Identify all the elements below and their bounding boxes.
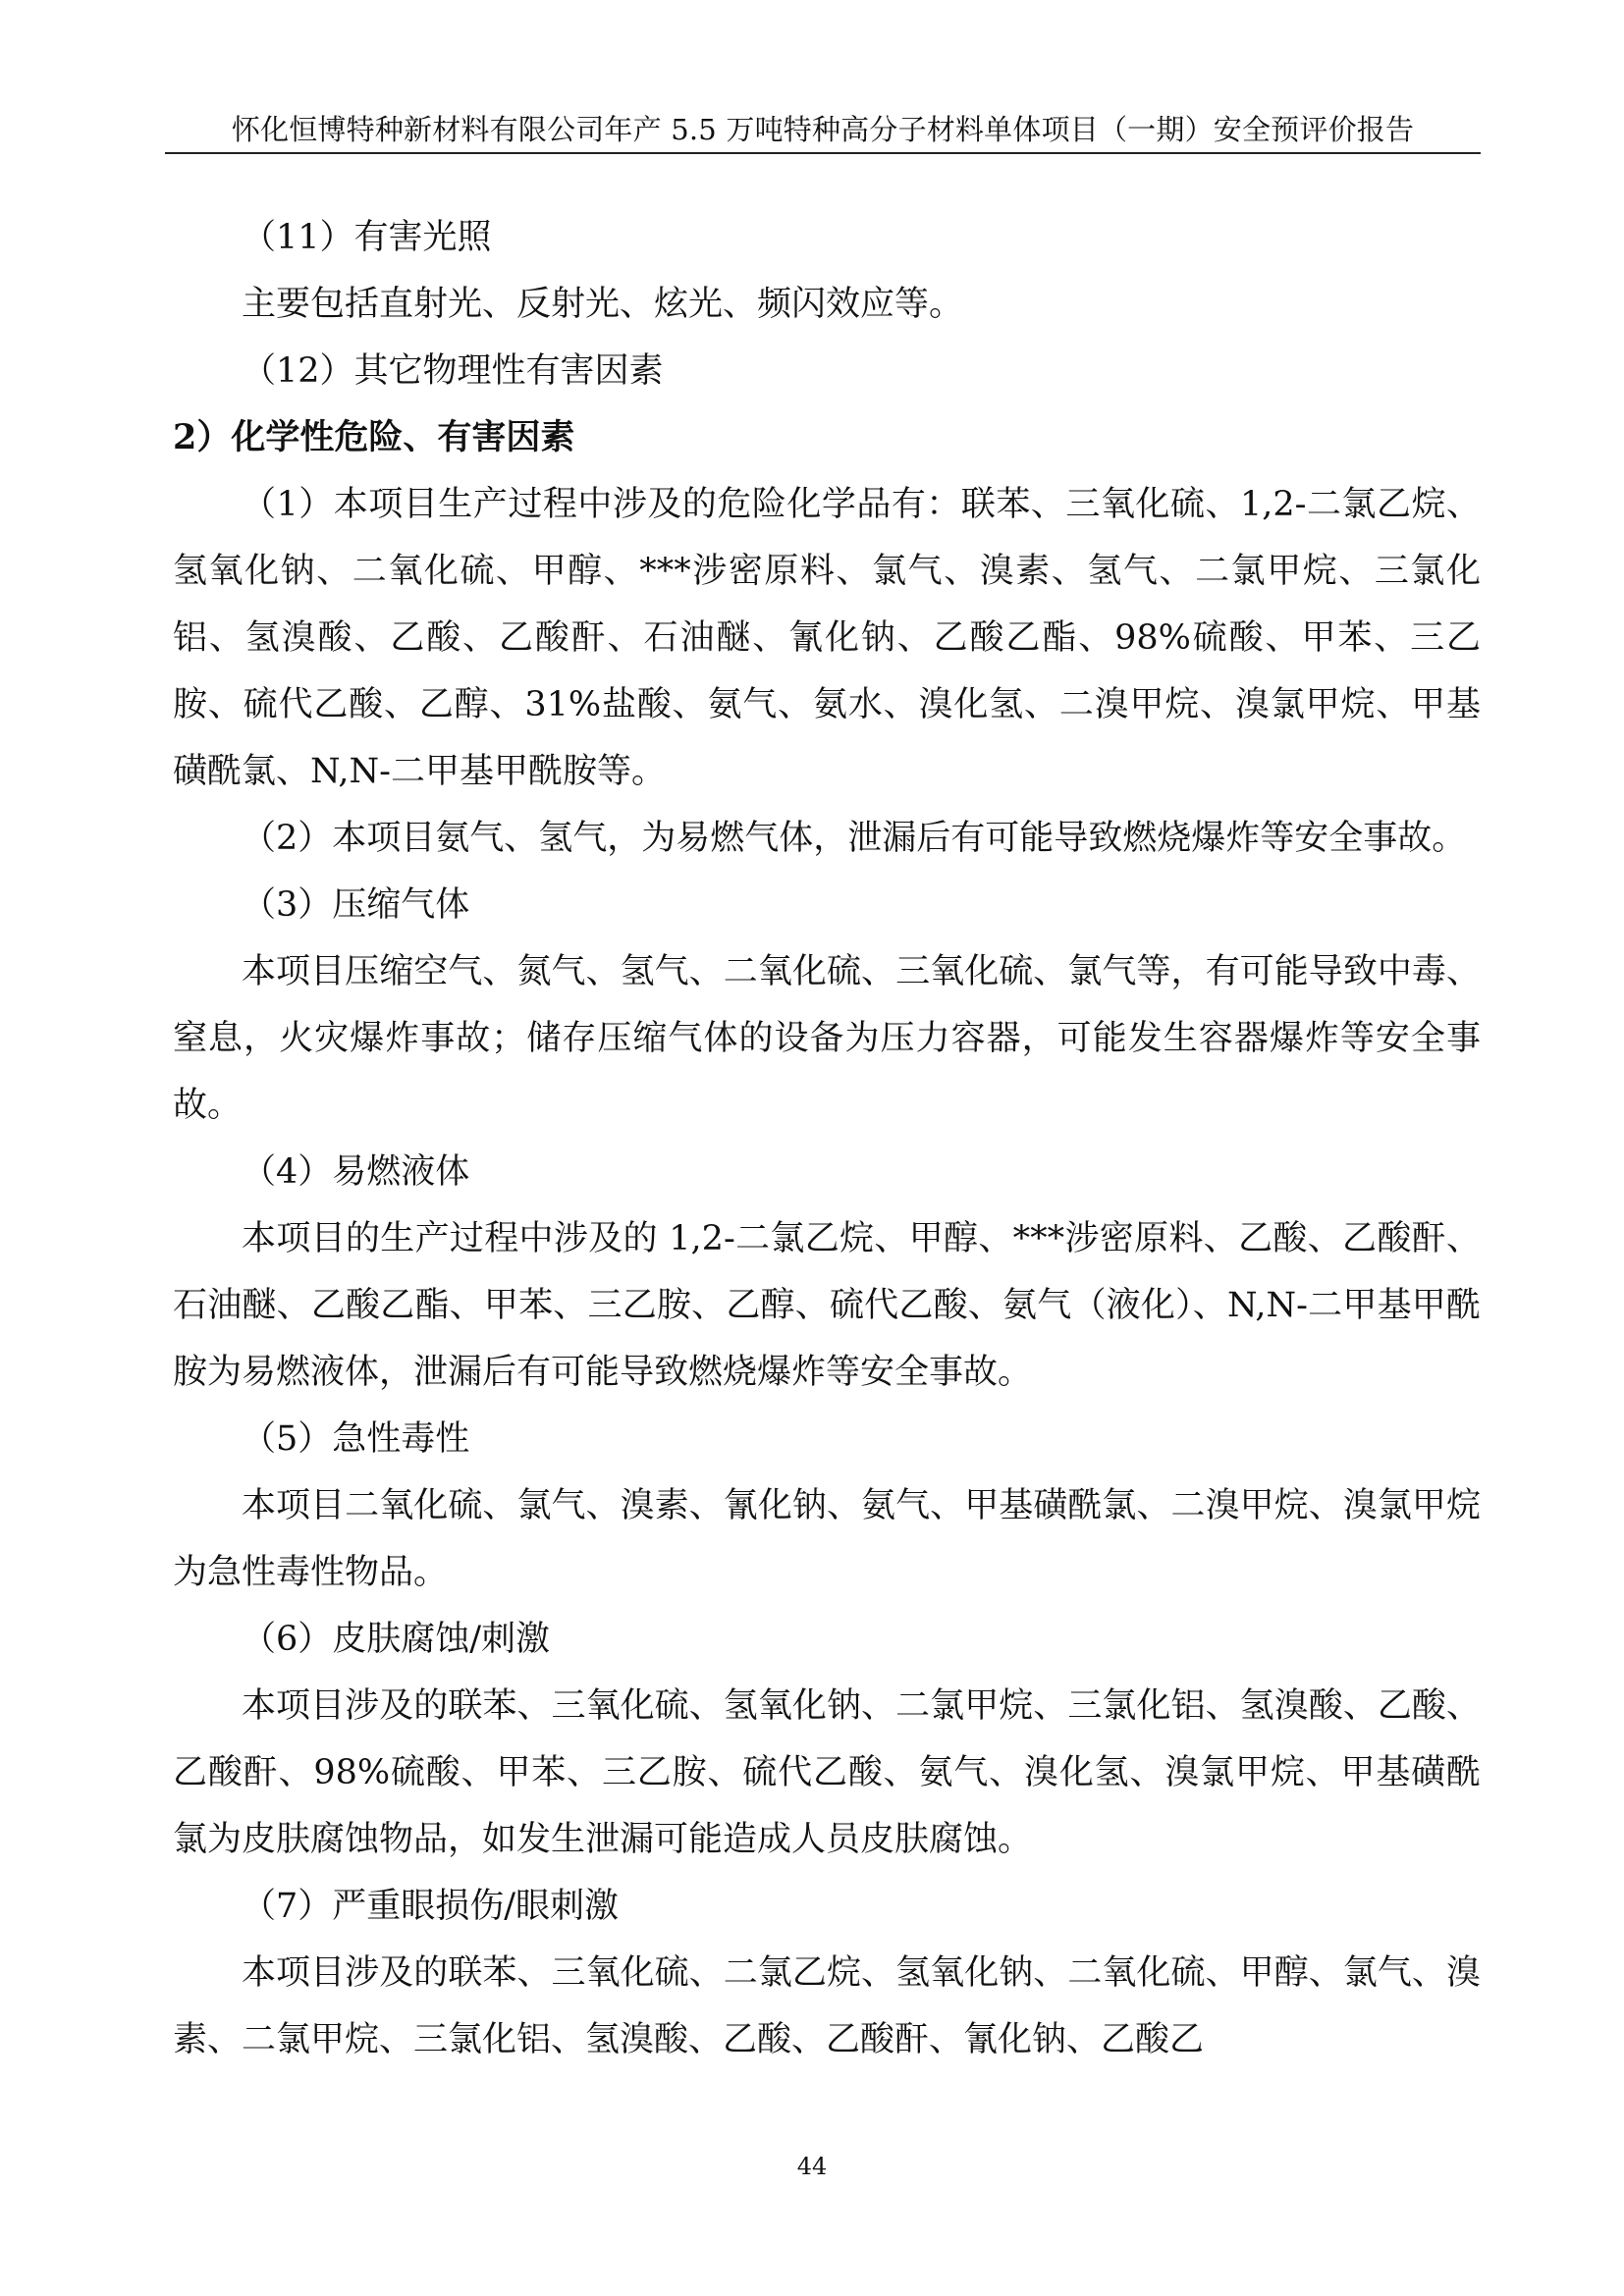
subheading-eye-damage: （7）严重眼损伤/眼刺激 xyxy=(242,1887,620,1926)
paragraph-compressed-gas: 本项目压缩空气、氮气、氢气、二氧化硫、三氧化硫、氯气等，有可能导致中毒、窒息，火灾爆炸事故；储存压缩气体的设备为压力容器，可能发生容器爆炸等安全事故。 xyxy=(173,952,1481,1125)
document-body xyxy=(173,204,1481,2073)
paragraph-harmful-lighting: 主要包括直射光、反射光、炫光、频闪效应等。 xyxy=(242,285,964,324)
subheading-compressed-gas: （3）压缩气体 xyxy=(242,885,470,925)
paragraph-skin-corrosion: 本项目涉及的联苯、三氧化硫、氢氧化钠、二氯甲烷、三氯化铝、氢溴酸、乙酸、乙酸酐、98%硫酸、甲苯、三乙胺、硫代乙酸、氨气、溴化氢、溴氯甲烷、甲基磺酰氯为皮肤腐蚀物品，如发生泄漏可能造成人员皮肤腐蚀。 xyxy=(173,1686,1481,1859)
paragraph-acute-toxicity: 本项目二氧化硫、氯气、溴素、氰化钠、氨气、甲基磺酰氯、二溴甲烷、溴氯甲烷为急性毒性物品。 xyxy=(173,1486,1481,1592)
paragraph-flammable-liquids: 本项目的生产过程中涉及的 1,2-二氯乙烷、甲醇、***涉密原料、乙酸、乙酸酐、石油醚、乙酸乙酯、甲苯、三乙胺、乙醇、硫代乙酸、氨气（液化）、N,N-二甲基甲酰胺为易燃液体，泄漏后有可能导致燃烧爆炸等安全事故。 xyxy=(173,1219,1481,1392)
header-divider xyxy=(165,152,1481,154)
subheading-flammable-liquids: （4）易燃液体 xyxy=(242,1152,470,1192)
running-header: 怀化恒博特种新材料有限公司年产 5.5 万吨特种高分子材料单体项目（一期）安全预评价报告 xyxy=(231,113,1415,146)
paragraph-hazardous-chemicals-list: （1）本项目生产过程中涉及的危险化学品有：联苯、三氧化硫、1,2-二氯乙烷、氢氧化钠、二氧化硫、甲醇、***涉密原料、氯气、溴素、氢气、二氯甲烷、三氯化铝、氢溴酸、乙酸、乙酸酐、石油醚、氰化钠、乙酸乙酯、98%硫酸、甲苯、三乙胺、硫代乙酸、乙醇、31%盐酸、氨气、氨水、溴化氢、二溴甲烷、溴氯甲烷、甲基磺酰氯、N,N-二甲基甲酰胺等。 xyxy=(173,485,1481,791)
section-title-chemical-hazards: 2）化学性危险、有害因素 xyxy=(173,417,575,457)
subheading-other-physical-factors: （12）其它物理性有害因素 xyxy=(242,351,664,391)
paragraph-eye-damage: 本项目涉及的联苯、三氧化硫、二氯乙烷、氢氧化钠、二氧化硫、甲醇、氯气、溴素、二氯甲烷、三氯化铝、氢溴酸、乙酸、乙酸酐、氰化钠、乙酸乙 xyxy=(173,1953,1481,2059)
subheading-acute-toxicity: （5）急性毒性 xyxy=(242,1419,470,1459)
subheading-harmful-lighting: （11）有害光照 xyxy=(242,218,492,257)
page-number: 44 xyxy=(796,2153,828,2180)
subheading-skin-corrosion: （6）皮肤腐蚀/刺激 xyxy=(242,1620,551,1659)
paragraph-flammable-gases: （2）本项目氨气、氢气，为易燃气体，泄漏后有可能导致燃烧爆炸等安全事故。 xyxy=(242,819,1467,858)
